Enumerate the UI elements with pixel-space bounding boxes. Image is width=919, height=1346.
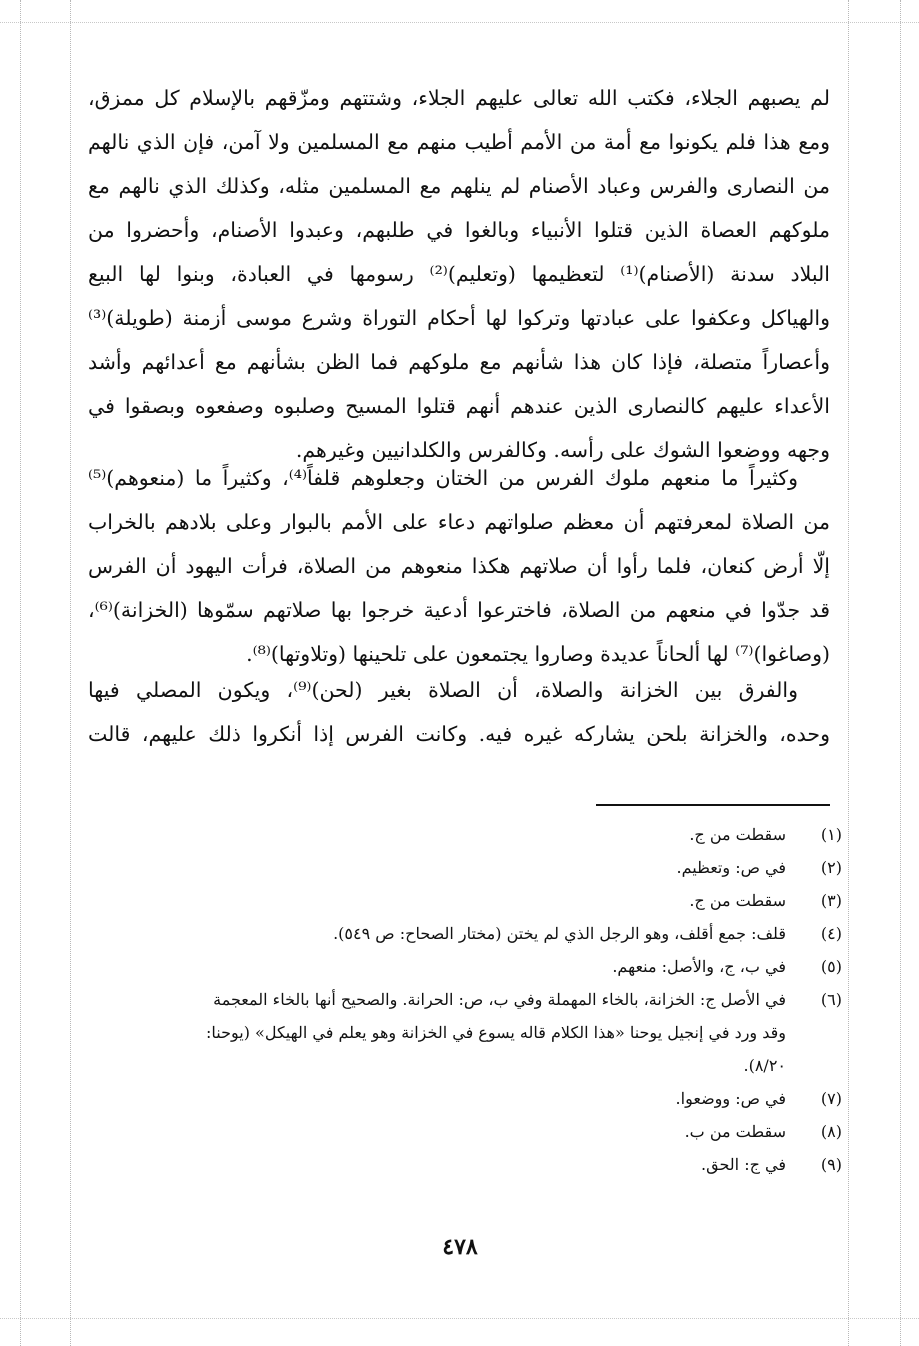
scan-guide-line — [900, 0, 901, 1346]
footnote-text: سقطت من ب. — [684, 1122, 786, 1141]
scan-guide-line — [0, 1318, 919, 1319]
text-line: ملوكهم العصاة الذين قتلوا الأنبياء وبالغوا في طلبهم، وعبدوا الأصنام، وأحضروا من — [88, 218, 830, 242]
text-line: (وصاغوا)⁽⁷⁾ لها ألحاناً عديدة وصاروا يجتمعون على تلحينها (وتلاوتها)⁽⁸⁾. — [246, 642, 830, 666]
footnote-text: في ج: الحق. — [701, 1155, 786, 1174]
text-line: الأعداء عليهم كالنصارى الذين عندهم أنهم قتلوا المسيح وصلبوه وصفعوه وبصقوا في — [88, 394, 830, 418]
footnote-number: (٥) — [820, 957, 842, 976]
scan-guide-line — [848, 0, 849, 1346]
footnote-text: ٨/٢٠). — [743, 1056, 786, 1075]
footnote-1 — [88, 818, 842, 851]
paragraph-3 — [88, 668, 830, 756]
footnote-text: سقطت من ج. — [689, 825, 786, 844]
footnote-number: (٧) — [820, 1089, 842, 1108]
footnote-text: وقد ورد في إنجيل يوحنا «هذا الكلام قاله يسوع في الخزانة وهو يعلم في الهيكل» (يوحنا: — [206, 1023, 786, 1042]
text-line: إلّا أرض كنعان، فلما رأوا أن صلاتهم هكذا منعوهم من الصلاة، فرأت اليهود أن الفرس — [88, 554, 830, 578]
footnotes — [88, 818, 842, 1181]
scan-guide-line — [70, 0, 71, 1346]
text-line: ومع هذا فلم يكونوا مع أمة من الأمم أطيب منهم مع المسلمين ولا آمن، فإن الذي نالهم — [88, 130, 830, 154]
footnote-number: (١) — [820, 825, 842, 844]
footnote-3 — [88, 884, 842, 917]
paragraph-2 — [88, 456, 830, 676]
page-number: ٤٧٨ — [442, 1234, 478, 1260]
footnote-number: (٤) — [820, 924, 842, 943]
footnote-number: (٣) — [820, 891, 842, 910]
text-line: وكثيراً ما منعهم ملوك الفرس من الختان وجعلوهم قلفاً⁽⁴⁾، وكثيراً ما (منعوهم)⁽⁵⁾ — [88, 466, 798, 490]
text-line: لم يصبهم الجلاء، فكتب الله تعالى عليهم الجلاء، وشتتهم ومزّقهم بالإسلام كل ممزق، — [88, 86, 830, 110]
footnote-text: قلف: جمع أقلف، وهو الرجل الذي لم يختن (مختار الصحاح: ص ٥٤٩). — [333, 924, 786, 943]
footnote-number: (٨) — [820, 1122, 842, 1141]
text-line: وحده، والخزانة بلحن يشاركه غيره فيه. وكانت الفرس إذا أنكروا ذلك عليهم، قالت — [88, 722, 830, 746]
footnote-8 — [88, 1115, 842, 1148]
footnote-5 — [88, 950, 842, 983]
scan-guide-line — [0, 22, 919, 23]
paragraph-1 — [88, 76, 830, 472]
text-line: وأعصاراً متصلة، فإذا كان هذا شأنهم مع ملوكهم فما الظن بشأنهم مع أعدائهم وأشد — [88, 350, 830, 374]
footnote-text: في ب، ج، والأصل: منعهم. — [612, 957, 786, 976]
text-line: وجهه ووضعوا الشوك على رأسه. وكالفرس والكلدانيين وغيرهم. — [295, 438, 830, 462]
footnote-separator — [596, 804, 830, 806]
text-line: والفرق بين الخزانة والصلاة، أن الصلاة بغير (لحن)⁽⁹⁾، ويكون المصلي فيها — [88, 678, 798, 702]
scan-guide-line — [20, 0, 21, 1346]
text-line: البلاد سدنة (الأصنام)⁽¹⁾ لتعظيمها (وتعليم)⁽²⁾ رسومها في العبادة، وبنوا لها البيع — [88, 262, 830, 286]
footnote-text: في ص: ووضعوا. — [675, 1089, 786, 1108]
footnote-7 — [88, 1082, 842, 1115]
footnote-number: (٩) — [820, 1155, 842, 1174]
footnote-4 — [88, 917, 842, 950]
footnote-text: سقطت من ج. — [689, 891, 786, 910]
text-line: قد جدّوا في منعهم من الصلاة، فاخترعوا أدعية خرجوا بها صلاتهم سمّوها (الخزانة)⁽⁶⁾، — [88, 598, 830, 622]
text-line: من النصارى والفرس وعباد الأصنام لم ينلهم مع المسلمين مثله، وكذلك الذي نالهم مع — [88, 174, 830, 198]
text-line: من الصلاة لمعرفتهم أن معظم صلواتهم دعاء على الأمم بالبوار وعلى بلادهم بالخراب — [88, 510, 830, 534]
footnote-number: (٢) — [820, 858, 842, 877]
footnote-9 — [88, 1148, 842, 1181]
footnote-2 — [88, 851, 842, 884]
footnote-text: في ص: وتعظيم. — [676, 858, 786, 877]
footnote-number: (٦) — [820, 990, 842, 1009]
text-line: والهياكل وعكفوا على عبادتها وتركوا لها أحكام التوراة وشرع موسى أزمنة (طويلة)⁽³⁾ — [88, 306, 830, 330]
footnote-6 — [88, 983, 842, 1082]
footnote-text: في الأصل ج: الخزانة، بالخاء المهملة وفي ب، ص: الحرانة. والصحيح أنها بالخاء المعجمة — [213, 990, 786, 1009]
